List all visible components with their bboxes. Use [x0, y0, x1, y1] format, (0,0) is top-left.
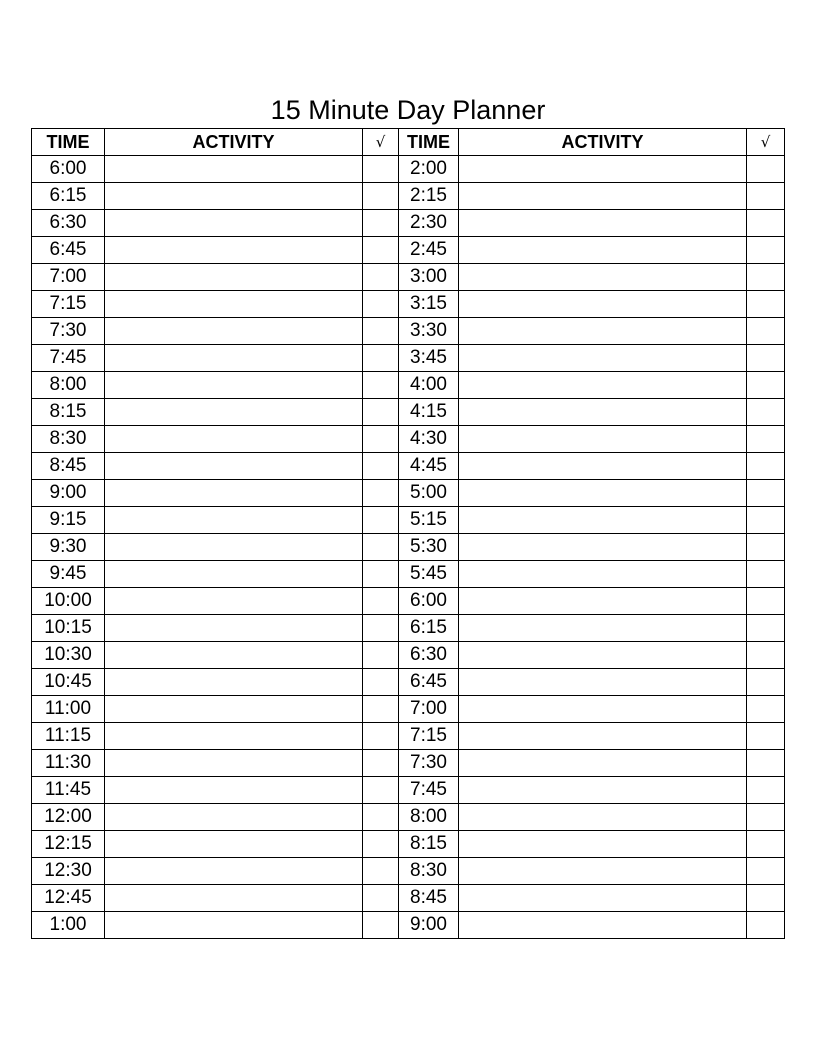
- table-row: [32, 210, 785, 237]
- left-activity-cell[interactable]: [105, 912, 363, 939]
- right-time-cell: 4:15: [399, 399, 459, 426]
- right-check-cell[interactable]: [747, 615, 785, 642]
- left-check-cell[interactable]: [363, 534, 399, 561]
- table-row: [32, 696, 785, 723]
- left-activity-cell[interactable]: [105, 264, 363, 291]
- left-activity-cell[interactable]: [105, 345, 363, 372]
- left-activity-cell[interactable]: [105, 453, 363, 480]
- table-row: [32, 885, 785, 912]
- left-time-cell: 11:45: [32, 777, 105, 804]
- right-time-cell: 3:15: [399, 291, 459, 318]
- left-time-cell: 12:15: [32, 831, 105, 858]
- right-time-cell: 7:45: [399, 777, 459, 804]
- left-time-cell: 8:00: [32, 372, 105, 399]
- left-check-cell[interactable]: [363, 210, 399, 237]
- left-check-cell[interactable]: [363, 588, 399, 615]
- table-row: [32, 615, 785, 642]
- right-time-cell: 4:00: [399, 372, 459, 399]
- left-activity-cell[interactable]: [105, 777, 363, 804]
- left-check-cell[interactable]: [363, 804, 399, 831]
- header-row: [32, 129, 785, 156]
- left-activity-cell[interactable]: [105, 804, 363, 831]
- right-check-cell[interactable]: [747, 480, 785, 507]
- right-check-cell[interactable]: [747, 264, 785, 291]
- right-time-cell: 2:15: [399, 183, 459, 210]
- left-time-cell: 10:30: [32, 642, 105, 669]
- left-check-cell[interactable]: [363, 453, 399, 480]
- right-time-cell: 3:30: [399, 318, 459, 345]
- left-check-cell[interactable]: [363, 156, 399, 183]
- left-check-cell[interactable]: [363, 696, 399, 723]
- right-check-cell[interactable]: [747, 183, 785, 210]
- right-activity-cell[interactable]: [459, 345, 747, 372]
- right-activity-cell[interactable]: [459, 642, 747, 669]
- left-time-cell: 9:30: [32, 534, 105, 561]
- left-activity-cell[interactable]: [105, 399, 363, 426]
- left-check-header: √: [363, 129, 399, 156]
- right-activity-cell[interactable]: [459, 399, 747, 426]
- left-time-cell: 7:00: [32, 264, 105, 291]
- right-activity-cell[interactable]: [459, 696, 747, 723]
- table-row: [32, 561, 785, 588]
- left-check-cell[interactable]: [363, 237, 399, 264]
- left-time-cell: 11:30: [32, 750, 105, 777]
- right-check-cell[interactable]: [747, 804, 785, 831]
- right-activity-cell[interactable]: [459, 291, 747, 318]
- left-check-cell[interactable]: [363, 669, 399, 696]
- left-check-cell[interactable]: [363, 426, 399, 453]
- planner-table: [31, 128, 785, 939]
- left-check-cell[interactable]: [363, 480, 399, 507]
- left-activity-cell[interactable]: [105, 696, 363, 723]
- table-row: [32, 237, 785, 264]
- right-time-cell: 3:00: [399, 264, 459, 291]
- right-check-cell[interactable]: [747, 912, 785, 939]
- right-activity-cell[interactable]: [459, 534, 747, 561]
- left-time-cell: 6:45: [32, 237, 105, 264]
- right-activity-cell[interactable]: [459, 858, 747, 885]
- table-row: [32, 480, 785, 507]
- right-activity-cell[interactable]: [459, 885, 747, 912]
- left-activity-cell[interactable]: [105, 831, 363, 858]
- right-activity-cell[interactable]: [459, 372, 747, 399]
- left-time-cell: 9:00: [32, 480, 105, 507]
- table-row: [32, 345, 785, 372]
- left-activity-cell[interactable]: [105, 615, 363, 642]
- left-activity-cell[interactable]: [105, 534, 363, 561]
- table-row: [32, 534, 785, 561]
- left-time-cell: 8:30: [32, 426, 105, 453]
- right-time-cell: 3:45: [399, 345, 459, 372]
- right-check-cell[interactable]: [747, 723, 785, 750]
- right-check-cell[interactable]: [747, 534, 785, 561]
- right-check-cell[interactable]: [747, 156, 785, 183]
- right-check-cell[interactable]: [747, 291, 785, 318]
- left-time-cell: 1:00: [32, 912, 105, 939]
- right-check-cell[interactable]: [747, 831, 785, 858]
- right-check-cell[interactable]: [747, 561, 785, 588]
- right-activity-header: ACTIVITY: [459, 129, 747, 156]
- table-row: [32, 642, 785, 669]
- right-time-cell: 2:30: [399, 210, 459, 237]
- left-check-cell[interactable]: [363, 291, 399, 318]
- table-row: [32, 750, 785, 777]
- table-row: [32, 831, 785, 858]
- left-check-cell[interactable]: [363, 399, 399, 426]
- right-activity-cell[interactable]: [459, 183, 747, 210]
- right-time-cell: 4:30: [399, 426, 459, 453]
- right-check-cell[interactable]: [747, 399, 785, 426]
- right-check-cell[interactable]: [747, 696, 785, 723]
- right-check-cell[interactable]: [747, 453, 785, 480]
- table-row: [32, 291, 785, 318]
- right-activity-cell[interactable]: [459, 615, 747, 642]
- right-time-cell: 5:30: [399, 534, 459, 561]
- right-check-cell[interactable]: [747, 507, 785, 534]
- right-activity-cell[interactable]: [459, 561, 747, 588]
- left-time-header: TIME: [32, 129, 105, 156]
- right-time-cell: 6:45: [399, 669, 459, 696]
- left-activity-cell[interactable]: [105, 426, 363, 453]
- right-activity-cell[interactable]: [459, 588, 747, 615]
- right-time-cell: 8:30: [399, 858, 459, 885]
- left-check-cell[interactable]: [363, 264, 399, 291]
- left-time-cell: 9:15: [32, 507, 105, 534]
- right-check-cell[interactable]: [747, 345, 785, 372]
- left-time-cell: 7:45: [32, 345, 105, 372]
- right-activity-cell[interactable]: [459, 723, 747, 750]
- right-activity-cell[interactable]: [459, 453, 747, 480]
- right-check-cell[interactable]: [747, 588, 785, 615]
- left-time-cell: 12:45: [32, 885, 105, 912]
- table-row: [32, 264, 785, 291]
- left-time-cell: 8:15: [32, 399, 105, 426]
- table-row: [32, 399, 785, 426]
- table-row: [32, 912, 785, 939]
- right-time-cell: 5:15: [399, 507, 459, 534]
- right-activity-cell[interactable]: [459, 156, 747, 183]
- right-time-cell: 8:00: [399, 804, 459, 831]
- left-activity-cell[interactable]: [105, 372, 363, 399]
- left-check-cell[interactable]: [363, 372, 399, 399]
- right-check-cell[interactable]: [747, 318, 785, 345]
- left-check-cell[interactable]: [363, 183, 399, 210]
- table-row: [32, 453, 785, 480]
- left-activity-cell[interactable]: [105, 237, 363, 264]
- left-time-cell: 10:45: [32, 669, 105, 696]
- left-time-cell: 6:30: [32, 210, 105, 237]
- left-time-cell: 8:45: [32, 453, 105, 480]
- left-time-cell: 11:00: [32, 696, 105, 723]
- left-time-cell: 6:00: [32, 156, 105, 183]
- table-row: [32, 588, 785, 615]
- right-time-cell: 7:00: [399, 696, 459, 723]
- left-activity-cell[interactable]: [105, 750, 363, 777]
- right-time-cell: 7:15: [399, 723, 459, 750]
- right-check-cell[interactable]: [747, 426, 785, 453]
- left-check-cell[interactable]: [363, 561, 399, 588]
- left-check-cell[interactable]: [363, 723, 399, 750]
- left-check-cell[interactable]: [363, 885, 399, 912]
- right-activity-cell[interactable]: [459, 426, 747, 453]
- left-time-cell: 10:15: [32, 615, 105, 642]
- left-activity-cell[interactable]: [105, 480, 363, 507]
- left-time-cell: 6:15: [32, 183, 105, 210]
- right-activity-cell[interactable]: [459, 912, 747, 939]
- right-time-cell: 2:00: [399, 156, 459, 183]
- table-row: [32, 372, 785, 399]
- right-check-cell[interactable]: [747, 777, 785, 804]
- table-row: [32, 723, 785, 750]
- left-activity-header: ACTIVITY: [105, 129, 363, 156]
- right-time-cell: 8:15: [399, 831, 459, 858]
- right-time-cell: 9:00: [399, 912, 459, 939]
- left-check-cell[interactable]: [363, 345, 399, 372]
- left-check-cell[interactable]: [363, 858, 399, 885]
- left-check-cell[interactable]: [363, 615, 399, 642]
- left-activity-cell[interactable]: [105, 156, 363, 183]
- left-activity-cell[interactable]: [105, 669, 363, 696]
- table-row: [32, 804, 785, 831]
- left-time-cell: 9:45: [32, 561, 105, 588]
- right-check-cell[interactable]: [747, 210, 785, 237]
- table-row: [32, 777, 785, 804]
- left-activity-cell[interactable]: [105, 183, 363, 210]
- right-activity-cell[interactable]: [459, 669, 747, 696]
- left-activity-cell[interactable]: [105, 642, 363, 669]
- right-check-cell[interactable]: [747, 858, 785, 885]
- table-row: [32, 507, 785, 534]
- left-check-cell[interactable]: [363, 507, 399, 534]
- left-check-cell[interactable]: [363, 642, 399, 669]
- planner-body: [32, 156, 785, 939]
- right-check-cell[interactable]: [747, 750, 785, 777]
- right-activity-cell[interactable]: [459, 210, 747, 237]
- left-check-cell[interactable]: [363, 318, 399, 345]
- right-time-cell: 5:45: [399, 561, 459, 588]
- left-activity-cell[interactable]: [105, 507, 363, 534]
- right-time-cell: 4:45: [399, 453, 459, 480]
- right-activity-cell[interactable]: [459, 318, 747, 345]
- right-time-cell: 2:45: [399, 237, 459, 264]
- left-activity-cell[interactable]: [105, 318, 363, 345]
- left-activity-cell[interactable]: [105, 210, 363, 237]
- right-activity-cell[interactable]: [459, 831, 747, 858]
- right-time-cell: 6:30: [399, 642, 459, 669]
- right-check-cell[interactable]: [747, 372, 785, 399]
- table-row: [32, 858, 785, 885]
- right-time-cell: 6:15: [399, 615, 459, 642]
- left-time-cell: 12:00: [32, 804, 105, 831]
- left-activity-cell[interactable]: [105, 291, 363, 318]
- left-check-cell[interactable]: [363, 777, 399, 804]
- table-row: [32, 318, 785, 345]
- left-time-cell: 7:15: [32, 291, 105, 318]
- right-activity-cell[interactable]: [459, 777, 747, 804]
- right-check-header: √: [747, 129, 785, 156]
- right-check-cell[interactable]: [747, 669, 785, 696]
- right-activity-cell[interactable]: [459, 237, 747, 264]
- left-activity-cell[interactable]: [105, 858, 363, 885]
- left-activity-cell[interactable]: [105, 723, 363, 750]
- left-check-cell[interactable]: [363, 750, 399, 777]
- page-title: 15 Minute Day Planner: [270, 95, 546, 125]
- right-check-cell[interactable]: [747, 237, 785, 264]
- right-activity-cell[interactable]: [459, 480, 747, 507]
- table-row: [32, 669, 785, 696]
- left-time-cell: 12:30: [32, 858, 105, 885]
- right-check-cell[interactable]: [747, 885, 785, 912]
- right-time-cell: 6:00: [399, 588, 459, 615]
- left-check-cell[interactable]: [363, 831, 399, 858]
- left-check-cell[interactable]: [363, 912, 399, 939]
- left-time-cell: 7:30: [32, 318, 105, 345]
- right-check-cell[interactable]: [747, 642, 785, 669]
- left-time-cell: 10:00: [32, 588, 105, 615]
- table-row: [32, 156, 785, 183]
- left-activity-cell[interactable]: [105, 561, 363, 588]
- left-activity-cell[interactable]: [105, 588, 363, 615]
- right-activity-cell[interactable]: [459, 804, 747, 831]
- right-time-cell: 7:30: [399, 750, 459, 777]
- right-time-cell: 8:45: [399, 885, 459, 912]
- right-time-header: TIME: [399, 129, 459, 156]
- left-activity-cell[interactable]: [105, 885, 363, 912]
- right-activity-cell[interactable]: [459, 264, 747, 291]
- table-row: [32, 183, 785, 210]
- left-time-cell: 11:15: [32, 723, 105, 750]
- right-time-cell: 5:00: [399, 480, 459, 507]
- right-activity-cell[interactable]: [459, 507, 747, 534]
- right-activity-cell[interactable]: [459, 750, 747, 777]
- table-row: [32, 426, 785, 453]
